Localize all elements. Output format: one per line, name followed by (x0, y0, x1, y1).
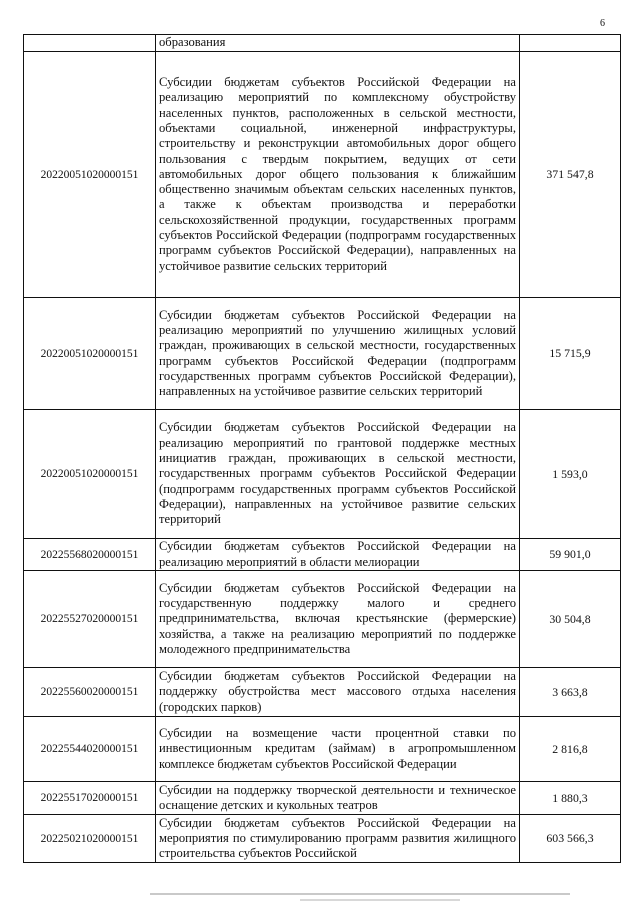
subsidy-description-cell (156, 782, 520, 815)
subsidy-description-cell (156, 815, 520, 863)
budget-code: 20225517020000151 (24, 782, 156, 815)
budget-code: 20220051020000151 (24, 52, 156, 298)
page-number: 6 (600, 18, 605, 29)
amount: 59 901,0 (520, 539, 621, 571)
subsidy-description: Субсидии бюджетам субъектов Российской Федерации на государственную поддержку малого и среднего предпринимательства, включая крестьянские (фермерские) хозяйства, а также на реализацию мероприятий по поддержке молодежного предпринимательства (159, 580, 516, 656)
subsidy-description: Субсидии бюджетам субъектов Российской Федерации на поддержку обустройства мест массового отдыха населения (городских парков) (159, 669, 516, 714)
subsidy-description: образования (159, 35, 226, 50)
amount: 3 663,8 (520, 668, 621, 717)
scan-artifact (150, 893, 570, 895)
amount: 371 547,8 (520, 52, 621, 298)
table-row (24, 298, 621, 410)
scan-artifact (300, 899, 460, 901)
budget-code: 20225527020000151 (24, 571, 156, 668)
subsidy-description: Субсидии бюджетам субъектов Российской Федерации на мероприятия по стимулированию программ развития жилищного строительства субъектов Российской (159, 815, 516, 861)
subsidy-description: Субсидии бюджетам субъектов Российской Федерации на реализацию мероприятий в области мелиорации (159, 539, 516, 569)
subsidy-description: Субсидии бюджетам субъектов Российской Федерации на реализацию мероприятий по улучшению жилищных условий граждан, проживающих в сельской местности, государственных программ субъектов Российской Федерации (подпрограмм государственных программ субъектов Российской Федерации), направленных на устойчивое развитие сельских территорий (159, 307, 516, 399)
budget-code: 20225021020000151 (24, 815, 156, 863)
table-row (24, 35, 621, 52)
subsidy-description-cell (156, 35, 520, 52)
amount: 2 816,8 (520, 717, 621, 782)
amount: 30 504,8 (520, 571, 621, 668)
table-row (24, 815, 621, 863)
budget-code: 20220051020000151 (24, 298, 156, 410)
table-row (24, 782, 621, 815)
table-row (24, 539, 621, 571)
table-row (24, 571, 621, 668)
table-row (24, 410, 621, 539)
subsidy-description-cell (156, 539, 520, 571)
table-row (24, 717, 621, 782)
amount: 15 715,9 (520, 298, 621, 410)
subsidy-description-cell (156, 52, 520, 298)
subsidy-description-cell (156, 410, 520, 539)
budget-code (24, 35, 156, 52)
amount: 1 593,0 (520, 410, 621, 539)
table-row (24, 668, 621, 717)
amount (520, 35, 621, 52)
amount: 603 566,3 (520, 815, 621, 863)
subsidy-table (23, 34, 621, 863)
subsidy-description: Субсидии на возмещение части процентной ставки по инвестиционным кредитам (займам) в агропромышленном комплексе бюджетам субъектов Российской Федерации (159, 726, 516, 771)
amount: 1 880,3 (520, 782, 621, 815)
subsidy-description: Субсидии на поддержку творческой деятельности и техническое оснащение детских и кукольных театров (159, 782, 516, 812)
budget-code: 20225544020000151 (24, 717, 156, 782)
budget-code: 20225560020000151 (24, 668, 156, 717)
subsidy-description: Субсидии бюджетам субъектов Российской Федерации на реализацию мероприятий по грантовой поддержке местных инициатив граждан, проживающих в сельской местности, государственных программ субъектов Российской Федерации (подпрограмм государственных программ субъектов Российской Федерации), направленных на устойчивое развитие сельских территорий (159, 420, 516, 527)
subsidy-description-cell (156, 668, 520, 717)
table-row (24, 52, 621, 298)
subsidy-description-cell (156, 571, 520, 668)
subsidy-description-cell (156, 298, 520, 410)
budget-code: 20225568020000151 (24, 539, 156, 571)
budget-code: 20220051020000151 (24, 410, 156, 539)
subsidy-description-cell (156, 717, 520, 782)
subsidy-description: Субсидии бюджетам субъектов Российской Федерации на реализацию мероприятий по комплексному обустройству населенных пунктов, расположенных в сельской местности, объектами социальной, инженерной инфраструктуры, строительству и реконструкции автомобильных дорог общего пользования с твердым покрытием, ведущих от сети автомобильных дорог общего пользования к ближайшим общественно значимым объектам сельских населенных пунктов, а также к объектам производства и переработки сельскохозяйственной продукции, государственных программ субъектов Российской Федерации (подпрограмм государственных программ субъектов Российской Федерации), направленных на устойчивое развитие сельских территорий (159, 75, 516, 273)
